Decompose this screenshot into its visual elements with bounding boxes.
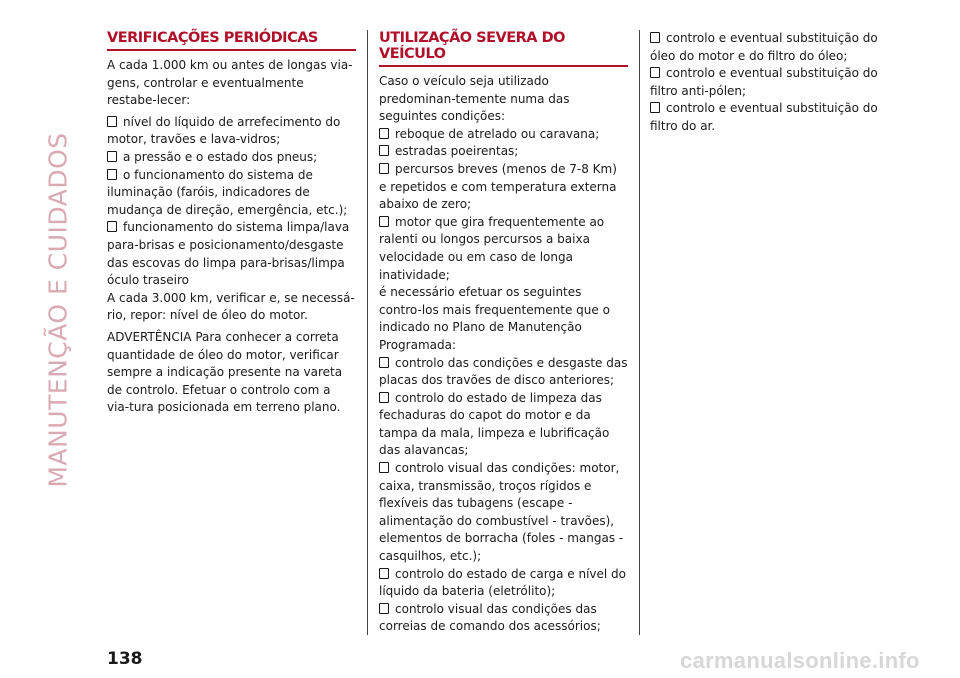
checkbox-bullet-icon xyxy=(379,128,389,139)
checklist-item: controlo e eventual substituição do óleo do motor e do filtro do óleo; xyxy=(650,31,878,63)
checkbox-bullet-icon xyxy=(107,169,117,180)
checkbox-bullet-icon xyxy=(379,462,389,473)
checklist-item: o funcionamento do sistema de iluminação (faróis, indicadores de mudança de direção, emergência, etc.); xyxy=(107,167,348,217)
checklist-item: a pressão e o estado dos pneus; xyxy=(107,149,356,167)
checklist-item: percursos breves (menos de 7-8 Km) e repetidos e com temperatura externa abaixo de zero; xyxy=(379,161,617,212)
checkbox-bullet-icon xyxy=(379,392,389,403)
checkbox-bullet-icon xyxy=(379,163,389,174)
checklist-item: controlo e eventual substituição do filtro anti-pólen; xyxy=(650,66,878,98)
column-severe-use xyxy=(379,30,628,636)
paragraph: é necessário efetuar os seguintes contro-los mais frequentemente que o indicado no Plano de Manutenção Programada: xyxy=(379,285,610,352)
checklist-item: controlo do estado de limpeza das fechaduras do capot do motor e da tampa da mala, limpeza e lubrificação das alavancas; xyxy=(379,390,610,458)
column-divider xyxy=(639,30,640,635)
checklist-item: controlo e eventual substituição do filtro do ar. xyxy=(650,101,878,133)
section-heading-periodic-checks: VERIFICAÇÕES PERIÓDICAS xyxy=(107,30,356,51)
section-heading-severe-use: UTILIZAÇÃO SEVERA DO VEÍCULO xyxy=(379,30,628,67)
paragraph: Caso o veículo seja utilizado predominan-temente numa das seguintes condições: xyxy=(379,74,570,124)
checkbox-bullet-icon xyxy=(379,568,389,579)
checkbox-bullet-icon xyxy=(650,102,660,113)
column-divider xyxy=(367,30,368,635)
watermark: carmanualsonline.info xyxy=(680,648,920,673)
checklist-item: funcionamento do sistema limpa/lava para-brisas e posicionamento/desgaste das escovas do limpa para-brisas/limpa óculo traseiro xyxy=(107,220,350,288)
column-periodic-checks xyxy=(107,30,356,421)
checklist-item: controlo visual das condições: motor, caixa, transmissão, troços rígidos e flexíveis das tubagens (escape - alimentação do combustível - travões), elementos de borracha (foles - mangas - casquilhos, etc.); xyxy=(379,461,624,564)
checklist-item: controlo das condições e desgaste das placas dos travões de disco anteriores; xyxy=(379,355,628,388)
checkbox-bullet-icon xyxy=(650,67,660,78)
checklist-item: controlo do estado de carga e nível do líquido da bateria (eletrólito); xyxy=(379,566,626,599)
checkbox-bullet-icon xyxy=(379,603,389,614)
checkbox-bullet-icon xyxy=(107,116,117,127)
checkbox-bullet-icon xyxy=(650,32,660,43)
checkbox-bullet-icon xyxy=(107,151,117,162)
column-continued-list xyxy=(650,30,890,136)
checkbox-bullet-icon xyxy=(379,216,389,227)
checklist-item: nível do líquido de arrefecimento do motor, travões e lava-vidros; xyxy=(107,114,341,147)
checklist-item: reboque de atrelado ou caravana; xyxy=(379,126,628,144)
checklist-item: estradas poeirentas; xyxy=(379,143,628,161)
checklist-item: controlo visual das condições das correias de comando dos acessórios; xyxy=(379,601,601,634)
checkbox-bullet-icon xyxy=(107,221,117,232)
paragraph: A cada 3.000 km, verificar e, se necessá-rio, repor: nível de óleo do motor. xyxy=(107,290,355,323)
checkbox-bullet-icon xyxy=(379,357,389,368)
checkbox-bullet-icon xyxy=(379,145,389,156)
warning-paragraph: ADVERTÊNCIA Para conhecer a correta quantidade de óleo do motor, verificar sempre a indicação presente na vareta de controlo. Efetuar o controlo com a via-tura posicionada em terreno plano. xyxy=(107,329,343,415)
side-title-text: MANUTENÇÃO E CUIDADOS xyxy=(43,132,73,488)
paragraph: A cada 1.000 km ou antes de longas via-gens, controlar e eventualmente restabe-lecer: xyxy=(107,58,353,108)
checklist-item: motor que gira frequentemente ao ralenti ou longos percursos a baixa velocidade ou em caso de longa inatividade; xyxy=(379,214,605,282)
page-number: 138 xyxy=(107,649,143,669)
